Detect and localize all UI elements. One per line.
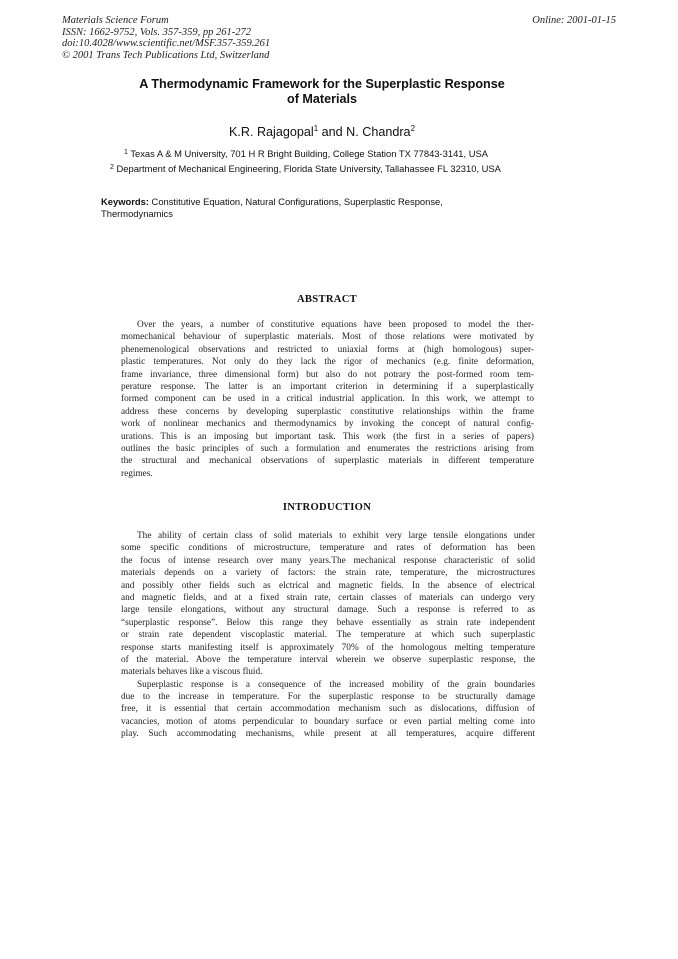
abstract-line: frame invariance, three dimensional form) but also do not potrary the post-formed room tem- [121, 369, 534, 380]
abstract-line: urations. This is an imposing but important task. This work (the first in a series of papers) [121, 431, 534, 442]
introduction-heading: INTRODUCTION [282, 502, 372, 513]
abstract-line: outlines the basic principles of such a formulation and enumerates the restrictions arising from [121, 443, 534, 454]
intro-line: due to the increase in temperature. For the superplastic response to be structurally damage [121, 692, 535, 703]
abstract-line: plastic temperatures. Not only do they lack the rigor of mechanics (e.g. finite deformation, [121, 357, 534, 368]
intro-line: the focus of intense research over many years.The mechanical response characteristic of solid [121, 555, 535, 566]
keywords-line-1: Constitutive Equation, Natural Configurations, Superplastic Response, [148, 196, 443, 207]
intro-line: “superplastic response”. Below this range they behave essentially as strain rate independent [121, 617, 535, 628]
abstract-line: formed component can be used in a critical industrial application. In this work, we attempt to [121, 394, 534, 405]
abstract-line: momechanical behaviour of superplastic materials. Most of those relations were motivated by [121, 332, 534, 343]
intro-line: some specific conditions of microstructure, temperature and rates of deformation has been [121, 543, 535, 554]
abstract-line: regimes. [121, 468, 153, 479]
intro-line: and magnetic fields, and at a fixed strain rate, certain classes of materials can undergo very [121, 592, 535, 603]
title-line-1: A Thermodynamic Framework for the Superplastic Response [139, 77, 505, 91]
header-citation [62, 15, 270, 61]
author-list [100, 121, 544, 140]
keywords-block [101, 196, 501, 220]
doi-line: doi:10.4028/www.scientific.net/MSF.357-359.261 [62, 38, 271, 50]
intro-line: materials depends on a variety of factors: the strain rate, temperature, the microstructures [121, 568, 535, 579]
intro-line: and possibly other fields such as elctrical and magnetic fields. In the absence of electrical [121, 580, 535, 591]
abstract-heading: ABSTRACT [296, 294, 358, 305]
abstract-line: address these concerns by developing superplastic constitutive relationships within the frame [121, 406, 534, 417]
intro-line: or strain rate dependent viscoplastic material. The temperature at which such superplastic [121, 630, 535, 641]
intro-line: materials behaves like a viscous fluid. [121, 667, 263, 678]
affiliation-2-text: Department of Mechanical Engineering, Florida State University, Tallahassee FL 32310, USA [116, 163, 501, 174]
intro-line: free, it is essential that certain accommodation mechanism such as dislocations, diffusion of [121, 704, 535, 715]
online-date: Online: 2001-01-15 [532, 15, 616, 26]
intro-line: of the material. Above the temperature interval wherein we observe superplastic response, the [121, 654, 535, 665]
affiliation-2-mark: 2 [110, 164, 114, 171]
intro-line: large tensile elongations, without any structural damage. Such a response is referred to as [121, 605, 535, 616]
affiliation-1-text: Texas A & M University, 701 H R Bright Building, College Station TX 77843-3141, USA [130, 148, 488, 159]
affiliation-1 [124, 147, 488, 160]
affiliation-1-mark: 1 [124, 149, 128, 156]
intro-line: Superplastic response is a consequence of the increased mobility of the grain boundaries [137, 679, 535, 690]
abstract-line: perature response. The latter is an important criterion in determining if a superplastically [121, 381, 534, 392]
introduction-body [121, 530, 535, 741]
abstract-line: Over the years, a number of constitutive equations have been proposed to model the ther- [137, 320, 534, 330]
author-2-affil-mark: 2 [410, 124, 416, 133]
issn-line: ISSN: 1662-9752, Vols. 357-359, pp 261-272 [62, 26, 251, 38]
title-line-2: of Materials [287, 92, 357, 106]
abstract-line: the structural and mechanical observations of superplastic materials in different temperature [121, 456, 534, 467]
affiliation-2 [110, 162, 501, 175]
abstract-line: phenemenological observations and restricted to uniaxial forms at (high homologous) super- [121, 344, 534, 355]
keywords-label: Keywords: [101, 196, 149, 207]
intro-line: response starts manifesting itself is approximately 70% of the homologous melting temperature [121, 642, 535, 653]
author-1: K.R. Rajagopal [228, 125, 314, 139]
paper-title [100, 77, 544, 107]
intro-line: play. Such accommodating mechanisms, while present at all temperatures, acquire different [121, 729, 535, 740]
abstract-line: work of nonlinear mechanics and thermodynamics by invoking the concept of natural config- [121, 419, 534, 430]
journal-name: Materials Science Forum [62, 15, 169, 26]
intro-line: vacancies, motion of atoms perpendicular to boundary surface or even partial melting come into [121, 716, 535, 727]
author-1-affil-mark: 1 [313, 124, 319, 133]
abstract-body [121, 319, 534, 480]
copyright-line: © 2001 Trans Tech Publications Ltd, Switzerland [62, 49, 270, 61]
intro-line: The ability of certain class of solid materials to exhibit very large tensile elongations under [137, 531, 535, 541]
keywords-line-2: Thermodynamics [101, 208, 173, 219]
author-2: and N. Chandra [318, 125, 411, 139]
